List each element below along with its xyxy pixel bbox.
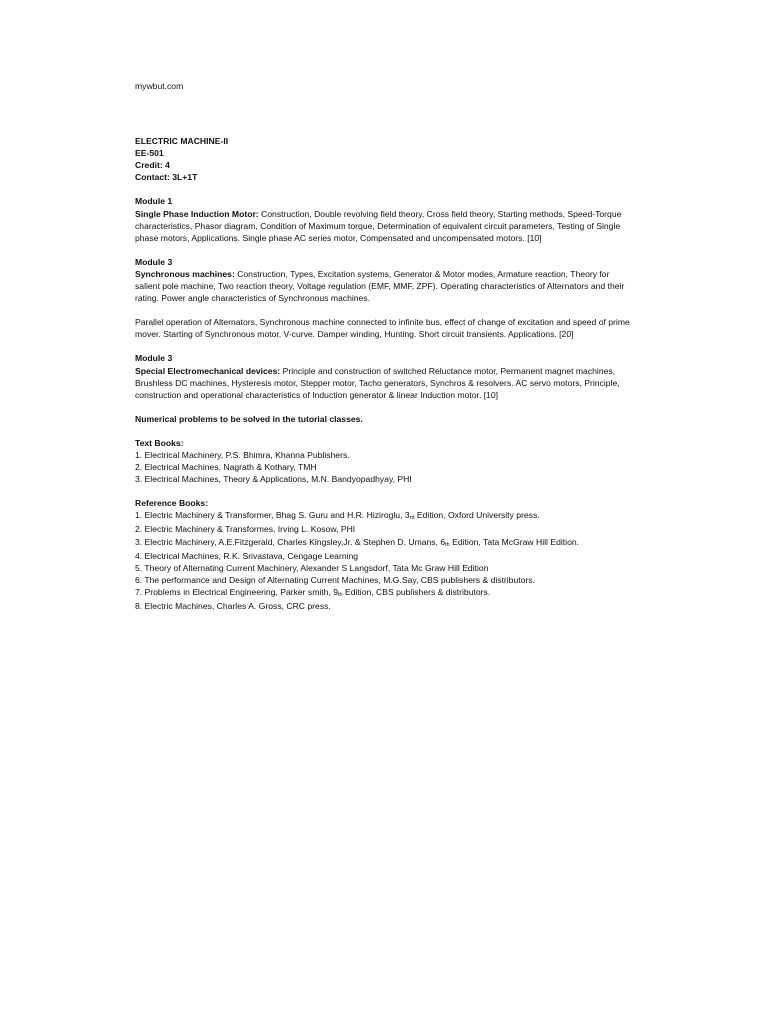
module-2 xyxy=(135,256,635,341)
reference-book-item xyxy=(135,509,635,523)
ordinal-suffix: th xyxy=(338,591,343,598)
module-1-body xyxy=(135,208,635,244)
reference-item-text: 3. Electric Machinery, A.E.Fitzgerald, Charles Kingsley,Jr. & Stephen D. Umans, 6 xyxy=(135,536,446,547)
reference-book-item: 8. Electric Machines, Charles A. Gross, CRC press. xyxy=(135,601,331,611)
module-2-heading: Synchronous machines: xyxy=(135,268,235,279)
module-3 xyxy=(135,352,635,400)
reference-item-text: Edition, Tata McGraw Hill Edition. xyxy=(449,536,580,547)
ordinal-suffix: th xyxy=(445,541,450,548)
module-3-text: Principle and construction of switched Reluctance motor, Permanent magnet machines, Brushless DC machines, Hysteresis motor, Stepper motor, Tacho generators, Synchros & resolvers. AC servo motors, Principle, construction and operational characteristics of Induction generator & linear Induction motor. [10] xyxy=(135,365,620,400)
module-2-title: Module 3 xyxy=(135,256,173,267)
course-title: ELECTRIC MACHINE-II xyxy=(135,136,229,147)
reference-item-text: 7. Problems in Electrical Engineering, Parker smith, 9 xyxy=(135,586,338,597)
module-3-title: Module 3 xyxy=(135,353,173,364)
module-1 xyxy=(135,195,635,243)
course-code: EE-501 xyxy=(135,148,164,159)
numerical-note: Numerical problems to be solved in the tutorial classes. xyxy=(135,413,363,424)
module-2-text: Construction, Types, Excitation systems, Generator & Motor modes, Armature reaction, Theory for salient pole machine, Two reaction theory, Voltage regulation (EMF, MMF, ZPF). Operating characteristics of Alternators and their rating. Power angle characteristics of Synchronous machines. xyxy=(135,268,625,304)
reference-book-item: 2. Electric Machinery & Transformes, Irving L. Kosow, PHI xyxy=(135,524,356,535)
text-book-item: 2. Electrical Machines, Nagrath & Kothary, TMH xyxy=(135,462,317,473)
module-1-text: Construction, Double revolving field theory, Cross field theory, Starting methods, Speed-Torque characteristics, Phasor diagram, Condition of Maximum torque, Determination of equivalent circuit parameters, Testing of Single phase motors, Applications. Single phase AC series motor, Compensated and uncompensated motors. [10] xyxy=(135,208,622,243)
reference-book-item xyxy=(135,586,635,600)
course-credit: Credit: 4 xyxy=(135,160,170,171)
course-header xyxy=(135,135,635,183)
module-3-body xyxy=(135,365,635,401)
syllabus-page xyxy=(135,80,635,612)
text-book-item: 3. Electrical Machines, Theory & Applications, M.N. Bandyopadhyay, PHI xyxy=(135,474,412,485)
reference-item-text: Edition, Oxford University press. xyxy=(414,510,540,521)
reference-item-text: 1. Electric Machinery & Transformer, Bhag S. Guru and H.R. Hiziroglu, 3 xyxy=(135,510,410,521)
text-book-item: 1. Electrical Machinery, P.S. Bhimra, Khanna Publishers. xyxy=(135,449,350,460)
module-3-heading: Special Electromechanical devices: xyxy=(135,365,281,376)
module-2-body xyxy=(135,268,635,304)
reference-book-item: 5. Theory of Alternating Current Machinery, Alexander S Langsdorf, Tata Mc Graw Hill Edition xyxy=(135,562,489,573)
reference-books-title: Reference Books: xyxy=(135,498,209,509)
site-name: mywbut.com xyxy=(135,81,184,91)
text-books-title: Text Books: xyxy=(135,437,184,448)
reference-item-text: Edition, CBS publishers & distributors. xyxy=(342,586,491,597)
module-1-heading: Single Phase Induction Motor: xyxy=(135,208,259,219)
ordinal-suffix: rd xyxy=(409,515,415,522)
reference-book-item: 4. Electrical Machines, R.K. Srivastava, Cengage Learning xyxy=(135,550,359,561)
module-2-paragraph-2: Parallel operation of Alternators, Synchronous machine connected to infinite bus, effect of change of excitation and speed of prime mover. Starting of Synchronous motor, V-curve. Damper winding, Hunting. Short circuit transients. Applications. [20] xyxy=(135,317,630,340)
reference-book-item xyxy=(135,536,635,550)
reference-book-item: 6. The performance and Design of Alternating Current Machines, M.G.Say, CBS publishers & distributors. xyxy=(135,574,535,585)
text-books xyxy=(135,437,635,485)
course-contact: Contact: 3L+1T xyxy=(135,172,198,183)
module-1-title: Module 1 xyxy=(135,196,173,207)
reference-books xyxy=(135,497,635,612)
